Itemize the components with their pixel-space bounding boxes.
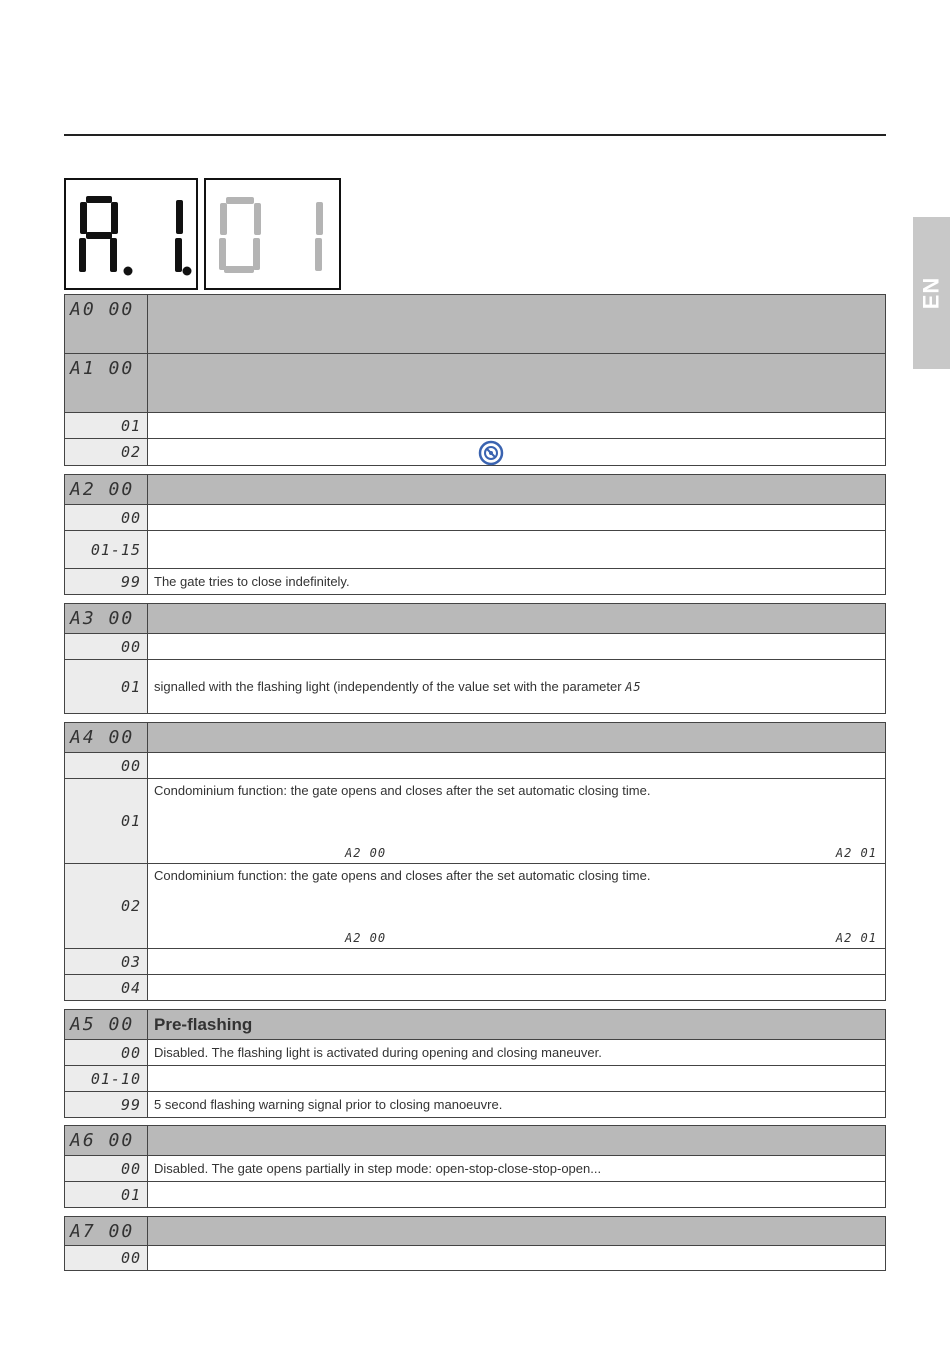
- value-description-cell: [148, 779, 885, 863]
- value-row: [65, 974, 885, 1000]
- digit-0: [219, 197, 261, 273]
- seven-segment-right: [206, 180, 339, 288]
- param-code: A0 00: [65, 295, 148, 353]
- value-code: 00: [65, 1246, 148, 1270]
- section-header-a4: [65, 723, 885, 752]
- param-title: [148, 604, 885, 633]
- value-code: 00: [65, 753, 148, 778]
- value-code: 99: [65, 1092, 148, 1117]
- digit-1: [175, 200, 192, 276]
- value-code: 00: [65, 634, 148, 659]
- value-description: Disabled. The gate opens partially in step mode: open-stop-close-stop-open...: [154, 1161, 602, 1176]
- value-row: [65, 1181, 885, 1207]
- section-header-a0: [65, 295, 885, 353]
- section-header-a3: [65, 604, 885, 633]
- value-description: Condominium function: the gate opens and closes after the set automatic closing time.: [154, 783, 651, 798]
- value-description-cell: [148, 864, 885, 948]
- value-code: 02: [65, 864, 148, 948]
- value-description: [148, 1182, 885, 1207]
- table-a4: [64, 722, 886, 1001]
- value-code: 02: [65, 439, 148, 465]
- table-a3: [64, 603, 886, 714]
- param-title: Pre-flashing: [154, 1014, 253, 1034]
- parameter-reference: A2 01: [835, 846, 877, 860]
- param-code: A3 00: [65, 604, 148, 633]
- param-code: A5 00: [65, 1010, 148, 1039]
- table-a6: [64, 1125, 886, 1208]
- value-row: [65, 412, 885, 438]
- value-description: [148, 1066, 885, 1091]
- value-code: 99: [65, 569, 148, 594]
- value-description: [148, 531, 885, 568]
- seven-segment-left: [66, 180, 196, 288]
- value-row: [65, 659, 885, 713]
- param-code: A2 00: [65, 475, 148, 504]
- circular-arrow-icon: [478, 440, 504, 466]
- value-row: [65, 1039, 885, 1065]
- value-row: [65, 568, 885, 594]
- value-description: signalled with the flashing light (independently of the value set with the parameter: [154, 679, 622, 694]
- value-description-cell: [148, 660, 885, 713]
- param-code: A7 00: [65, 1217, 148, 1245]
- table-a2: [64, 474, 886, 595]
- parameter-reference: A2 00: [345, 846, 387, 860]
- value-description: [148, 949, 885, 974]
- value-code: 00: [65, 505, 148, 530]
- param-title: [148, 354, 885, 412]
- value-description: Disabled. The flashing light is activated during opening and closing maneuver.: [154, 1045, 602, 1060]
- value-description: [148, 413, 885, 438]
- value-code: 01: [65, 779, 148, 863]
- param-title: [148, 475, 885, 504]
- value-code: 01-10: [65, 1066, 148, 1091]
- param-code: A6 00: [65, 1126, 148, 1155]
- value-code: 01: [65, 413, 148, 438]
- value-row: [65, 778, 885, 863]
- value-code: 00: [65, 1040, 148, 1065]
- value-row: [65, 438, 885, 465]
- digit-a: [79, 196, 133, 276]
- value-code: 01: [65, 1182, 148, 1207]
- value-row: [65, 530, 885, 568]
- value-row: [65, 1091, 885, 1117]
- section-header-a7: [65, 1217, 885, 1245]
- parameter-reference: A5: [625, 679, 642, 694]
- value-description: [148, 505, 885, 530]
- parameter-reference: A2 01: [835, 931, 877, 945]
- value-code: 03: [65, 949, 148, 974]
- value-code: 00: [65, 1156, 148, 1181]
- top-rule: [64, 134, 886, 136]
- value-row: [65, 1065, 885, 1091]
- table-a7: [64, 1216, 886, 1271]
- value-description: 5 second flashing warning signal prior to closing manoeuvre.: [154, 1097, 503, 1112]
- value-row: [65, 863, 885, 948]
- parameter-reference: A2 00: [345, 931, 387, 945]
- value-description: The gate tries to close indefinitely.: [154, 574, 350, 589]
- language-tab-label: EN: [918, 276, 944, 310]
- param-title: [148, 1126, 885, 1155]
- display-value: [204, 178, 341, 290]
- value-description: Condominium function: the gate opens and closes after the set automatic closing time.: [154, 868, 651, 883]
- value-row: [65, 633, 885, 659]
- section-header-a6: [65, 1126, 885, 1155]
- param-title: [148, 723, 885, 752]
- param-code: A4 00: [65, 723, 148, 752]
- table-a5: [64, 1009, 886, 1118]
- language-tab[interactable]: [913, 217, 950, 369]
- value-row: [65, 504, 885, 530]
- value-code: 01: [65, 660, 148, 713]
- value-description-cell: [148, 439, 885, 465]
- value-row: [65, 1245, 885, 1270]
- value-row: [65, 1155, 885, 1181]
- section-header-a5: [65, 1010, 885, 1039]
- value-row: [65, 948, 885, 974]
- value-description: [148, 975, 885, 1000]
- section-header-a1: [65, 353, 885, 412]
- display-parameter: [64, 178, 198, 290]
- value-code: 04: [65, 975, 148, 1000]
- section-header-a2: [65, 475, 885, 504]
- param-title: [148, 1217, 885, 1245]
- param-code: A1 00: [65, 354, 148, 412]
- value-row: [65, 752, 885, 778]
- table-a0-a1: [64, 294, 886, 466]
- param-title: [148, 295, 885, 353]
- value-description: [148, 634, 885, 659]
- digit-1: [315, 202, 323, 271]
- value-code: 01-15: [65, 531, 148, 568]
- value-description: [148, 1246, 885, 1270]
- value-description: [148, 753, 885, 778]
